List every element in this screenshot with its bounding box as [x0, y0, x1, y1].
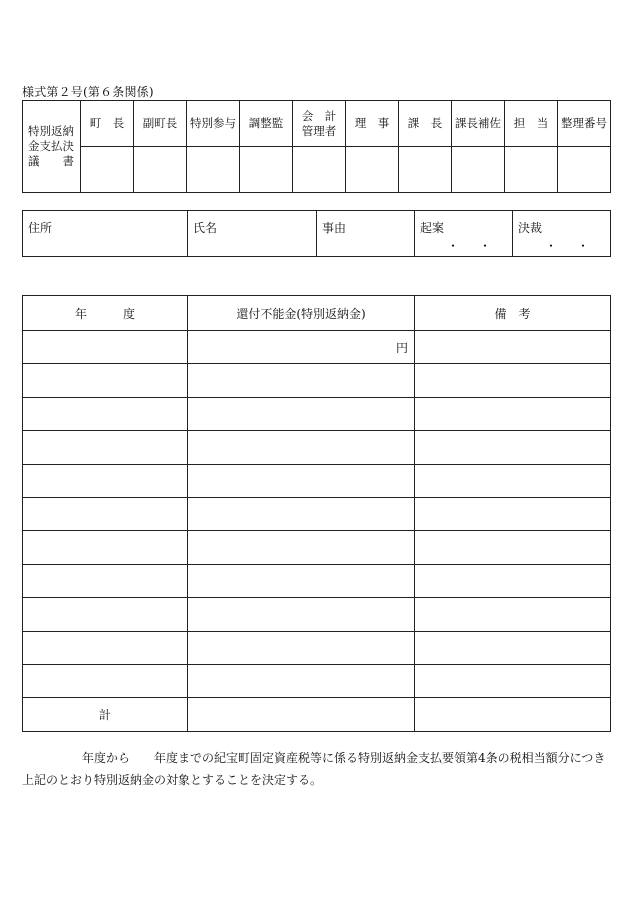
remarks-cell[interactable]: [415, 464, 611, 497]
table-row: [23, 397, 611, 430]
title-line-1: 特別返納: [28, 124, 74, 138]
header-accounting-manager: 会 計 管理者: [293, 101, 346, 147]
remarks-cell[interactable]: [415, 397, 611, 430]
year-cell[interactable]: [23, 431, 188, 464]
decision-statement: [22, 747, 610, 791]
table-row: [23, 364, 611, 397]
name-field[interactable]: [188, 211, 317, 257]
title-line-3: 議 書: [28, 154, 74, 168]
stamp-box-special-advisor[interactable]: [187, 147, 240, 193]
stamp-box-accounting-manager[interactable]: [293, 147, 346, 193]
amount-cell[interactable]: [188, 364, 415, 397]
refund-ledger-table: [22, 295, 611, 732]
header-person-in-charge: 担 当: [505, 101, 558, 147]
remarks-cell[interactable]: [415, 631, 611, 664]
year-cell[interactable]: [23, 464, 188, 497]
total-label: 計: [23, 698, 188, 731]
header-coordinator: 調整監: [240, 101, 293, 147]
reason-field[interactable]: [317, 211, 415, 257]
stamp-box-assistant-chief[interactable]: [452, 147, 505, 193]
table-row: [23, 664, 611, 697]
year-cell[interactable]: [23, 364, 188, 397]
statement-part-1: 年度から: [82, 751, 131, 765]
stamp-box-section-chief[interactable]: [399, 147, 452, 193]
header-director: 理 事: [346, 101, 399, 147]
stamp-box-person-in-charge[interactable]: [505, 147, 558, 193]
remarks-cell[interactable]: [415, 331, 611, 364]
table-row: [23, 631, 611, 664]
remarks-cell[interactable]: [415, 364, 611, 397]
statement-part-2: 年度までの紀宝町固定資産税等に係る特別返納金支払要領第4条の税相当額分につき上記のとおり特別返納金の対象とすることを決定する。: [22, 751, 606, 787]
approval-stamp-table: [22, 100, 611, 193]
total-amount-cell[interactable]: [188, 698, 415, 731]
table-row: [23, 431, 611, 464]
amount-cell[interactable]: [188, 664, 415, 697]
remarks-cell[interactable]: [415, 431, 611, 464]
header-reference-number: 整理番号: [558, 101, 611, 147]
decision-date-dots: ・・: [545, 239, 610, 253]
year-cell[interactable]: [23, 631, 188, 664]
amount-cell[interactable]: [188, 464, 415, 497]
applicant-info-table: [22, 210, 611, 257]
header-deputy-mayor: 副町長: [134, 101, 187, 147]
reason-label: 事由: [322, 221, 347, 235]
year-cell[interactable]: [23, 564, 188, 597]
amount-cell[interactable]: [188, 531, 415, 564]
amount-cell[interactable]: [188, 497, 415, 530]
decision-date-field[interactable]: [513, 211, 611, 257]
header-refund-amount: 還付不能金(特別返納金): [188, 296, 415, 331]
table-row: [23, 464, 611, 497]
stamp-box-director[interactable]: [346, 147, 399, 193]
year-cell[interactable]: [23, 598, 188, 631]
remarks-cell[interactable]: [415, 598, 611, 631]
header-special-advisor: 特別参与: [187, 101, 240, 147]
remarks-cell[interactable]: [415, 497, 611, 530]
year-cell[interactable]: [23, 397, 188, 430]
year-cell[interactable]: [23, 331, 188, 364]
amount-cell[interactable]: [188, 598, 415, 631]
remarks-cell[interactable]: [415, 664, 611, 697]
stamp-box-mayor[interactable]: [81, 147, 134, 193]
year-cell[interactable]: [23, 664, 188, 697]
decision-label: 決裁: [518, 221, 543, 235]
amount-cell[interactable]: [188, 431, 415, 464]
header-mayor: 町 長: [81, 101, 134, 147]
table-row: [23, 564, 611, 597]
remarks-cell[interactable]: [415, 531, 611, 564]
draft-date-field[interactable]: [415, 211, 513, 257]
amount-cell[interactable]: [188, 331, 415, 364]
draft-label: 起案: [420, 221, 445, 235]
remarks-cell[interactable]: [415, 564, 611, 597]
amount-cell[interactable]: [188, 564, 415, 597]
table-row: [23, 598, 611, 631]
header-section-chief: 課 長: [399, 101, 452, 147]
year-cell[interactable]: [23, 497, 188, 530]
header-fiscal-year: 年 度: [23, 296, 188, 331]
table-row: [23, 497, 611, 530]
stamp-box-reference-number[interactable]: [558, 147, 611, 193]
address-label: 住所: [28, 221, 53, 235]
header-remarks: 備 考: [415, 296, 611, 331]
title-line-2: 金支払決: [28, 139, 74, 153]
year-cell[interactable]: [23, 531, 188, 564]
draft-date-dots: ・・: [447, 239, 512, 253]
form-number-label: 様式第２号(第６条関係): [22, 85, 154, 99]
stamp-box-deputy-mayor[interactable]: [134, 147, 187, 193]
yen-unit: 円: [395, 340, 408, 355]
total-row: [23, 698, 611, 731]
amount-cell[interactable]: [188, 631, 415, 664]
amount-cell[interactable]: [188, 397, 415, 430]
total-remarks-cell[interactable]: [415, 698, 611, 731]
table-row: [23, 531, 611, 564]
table-row: [23, 331, 611, 364]
document-title-cell: [23, 101, 81, 193]
stamp-box-coordinator[interactable]: [240, 147, 293, 193]
header-assistant-chief: 課長補佐: [452, 101, 505, 147]
name-label: 氏名: [193, 221, 218, 235]
address-field[interactable]: [23, 211, 188, 257]
